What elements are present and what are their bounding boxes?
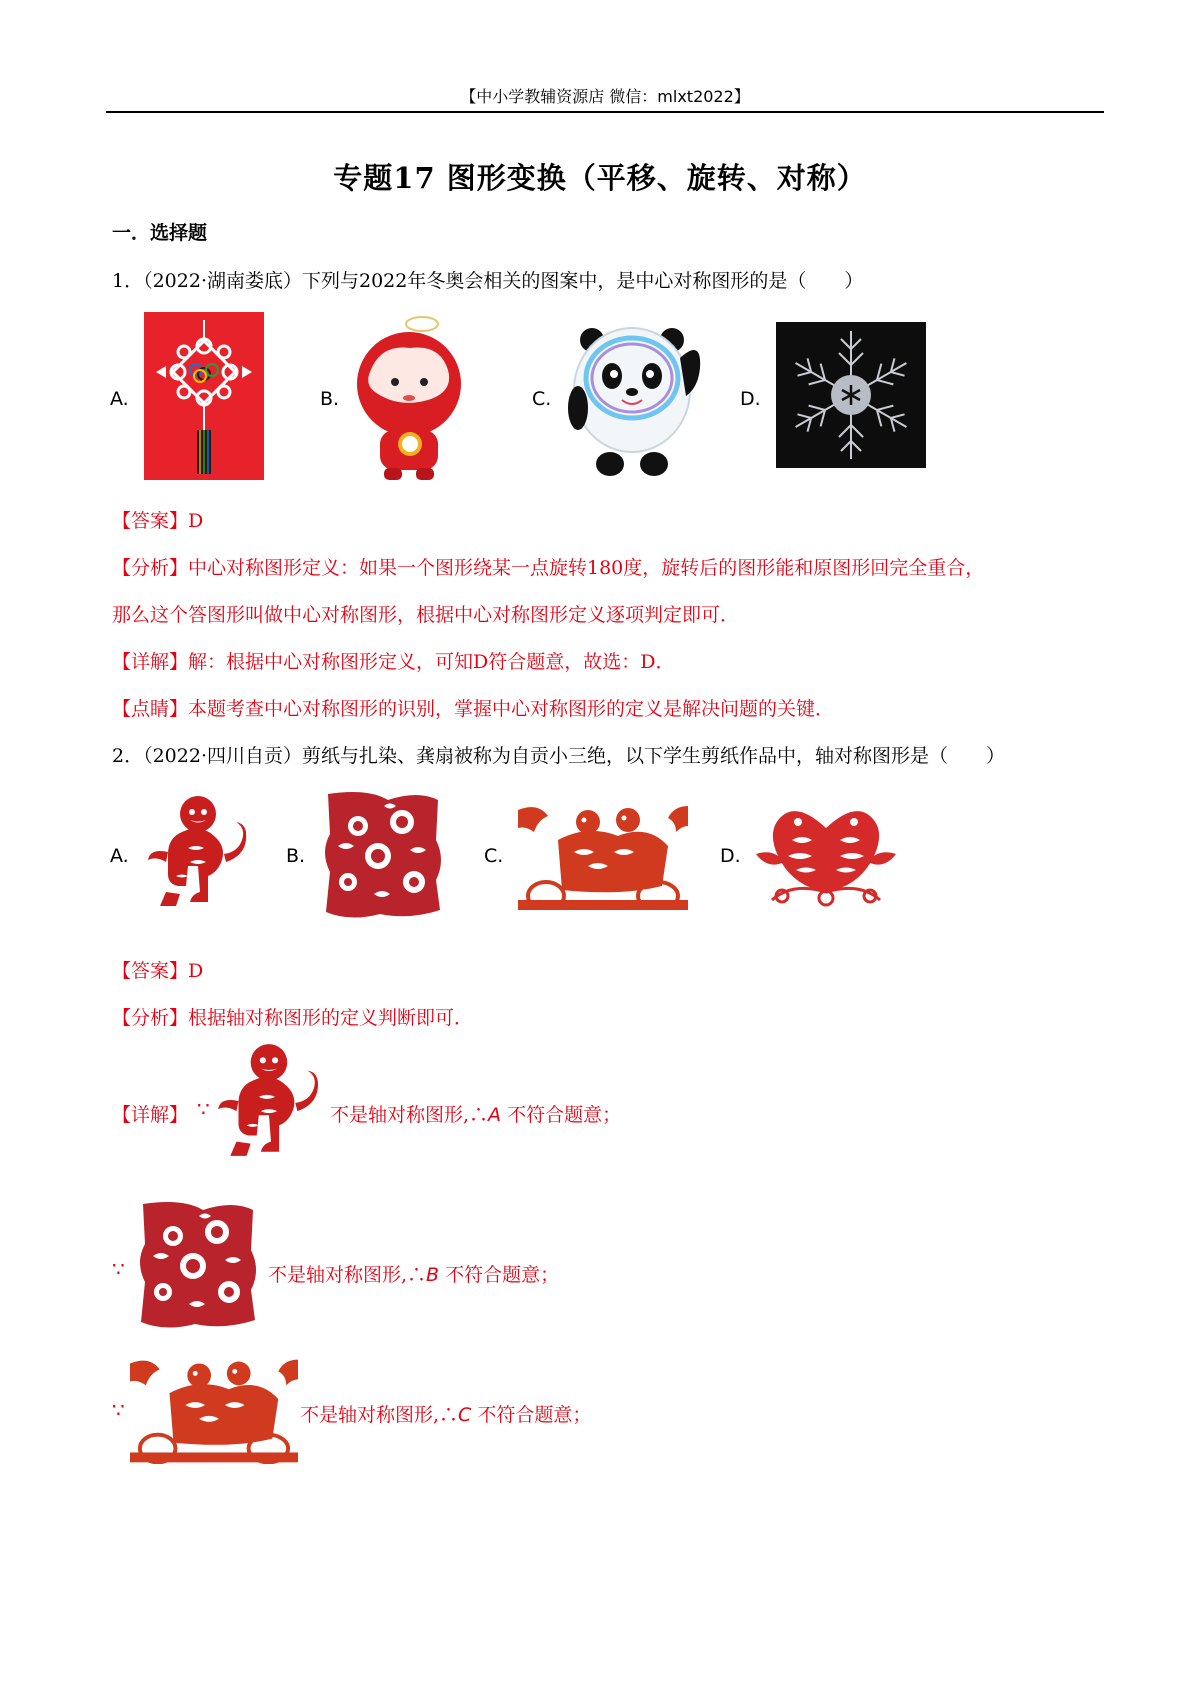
option-letter: B [426,1264,440,1286]
detail-tail: 不符合题意； [439,1264,560,1286]
q1-analysis-line-2: 那么这个答图形叫做中心对称图形，根据中心对称图形定义逐项判定即可． [112,604,740,626]
papercut-monkey-icon [216,1040,328,1166]
because-symbol: ∵ [112,1257,125,1281]
because-symbol: ∵ [112,1398,125,1422]
q2-option-b-label: B. [286,845,306,867]
section-heading: 一．选择题 [112,222,208,244]
q1-option-d-label: D. [740,388,761,410]
q2-option-a-label: A. [110,845,129,867]
q1-detail: 【详解】解：根据中心对称图形定义，可知D符合题意，故选：D． [112,651,675,673]
papercut-riders-icon [130,1352,298,1464]
q2-answer: 【答案】D [112,960,204,982]
q1-comment: 【点睛】本题考查中心对称图形的识别，掌握中心对称图形的定义是解决问题的关键． [112,698,835,720]
papercut-fish-icon [752,800,900,910]
q1-option-b-label: B. [320,388,340,410]
chinese-knot-icon [144,312,264,480]
q2-detail-line-a [330,1100,621,1127]
page-title: 专题17 图形变换（平移、旋转、对称） [333,161,867,195]
header-divider [106,111,1104,113]
option-letter: A [488,1104,502,1126]
q2-analysis: 【分析】根据轴对称图形的定义判断即可． [112,1007,474,1029]
q1-answer: 【答案】D [112,510,204,532]
detail-text: 不是轴对称图形,∴ [330,1104,489,1126]
q1-option-a-label: A. [110,388,129,410]
snowflake-icon [776,322,926,468]
q1-option-c-label: C. [532,388,552,410]
papercut-monkey-icon [146,792,256,916]
q1-analysis-line-1: 【分析】中心对称图形定义：如果一个图形绕某一点旋转180度，旋转后的图形能和原图形回完全重合， [112,557,985,579]
q2-detail-line-b [268,1260,559,1287]
q2-detail-label: 【详解】 [112,1104,189,1126]
papercut-flowers-icon [128,1196,266,1332]
option-letter: C [458,1404,472,1426]
papercut-flowers-icon [318,786,446,922]
papercut-riders-icon [518,800,688,910]
detail-text: 不是轴对称图形,∴ [300,1404,459,1426]
detail-text: 不是轴对称图形,∴ [268,1264,427,1286]
because-symbol: ∵ [197,1097,210,1121]
question-2-stem: 2．（2022·四川自贡）剪纸与扎染、龚扇被称为自贡小三绝，以下学生剪纸作品中，轴对称图形是（ ） [112,745,1005,767]
q2-option-d-label: D. [720,845,741,867]
panda-mascot-icon [562,318,712,478]
page-header: 【中小学教辅资源店 微信：mlxt2022】 [460,87,750,106]
question-1-stem: 1．（2022·湖南娄底）下列与2022年冬奥会相关的图案中，是中心对称图形的是（ ） [112,270,864,292]
detail-tail: 不符合题意； [501,1104,622,1126]
lantern-mascot-icon [350,312,468,484]
detail-tail: 不符合题意； [471,1404,592,1426]
q2-option-c-label: C. [484,845,504,867]
q2-detail-line-c [300,1400,591,1427]
